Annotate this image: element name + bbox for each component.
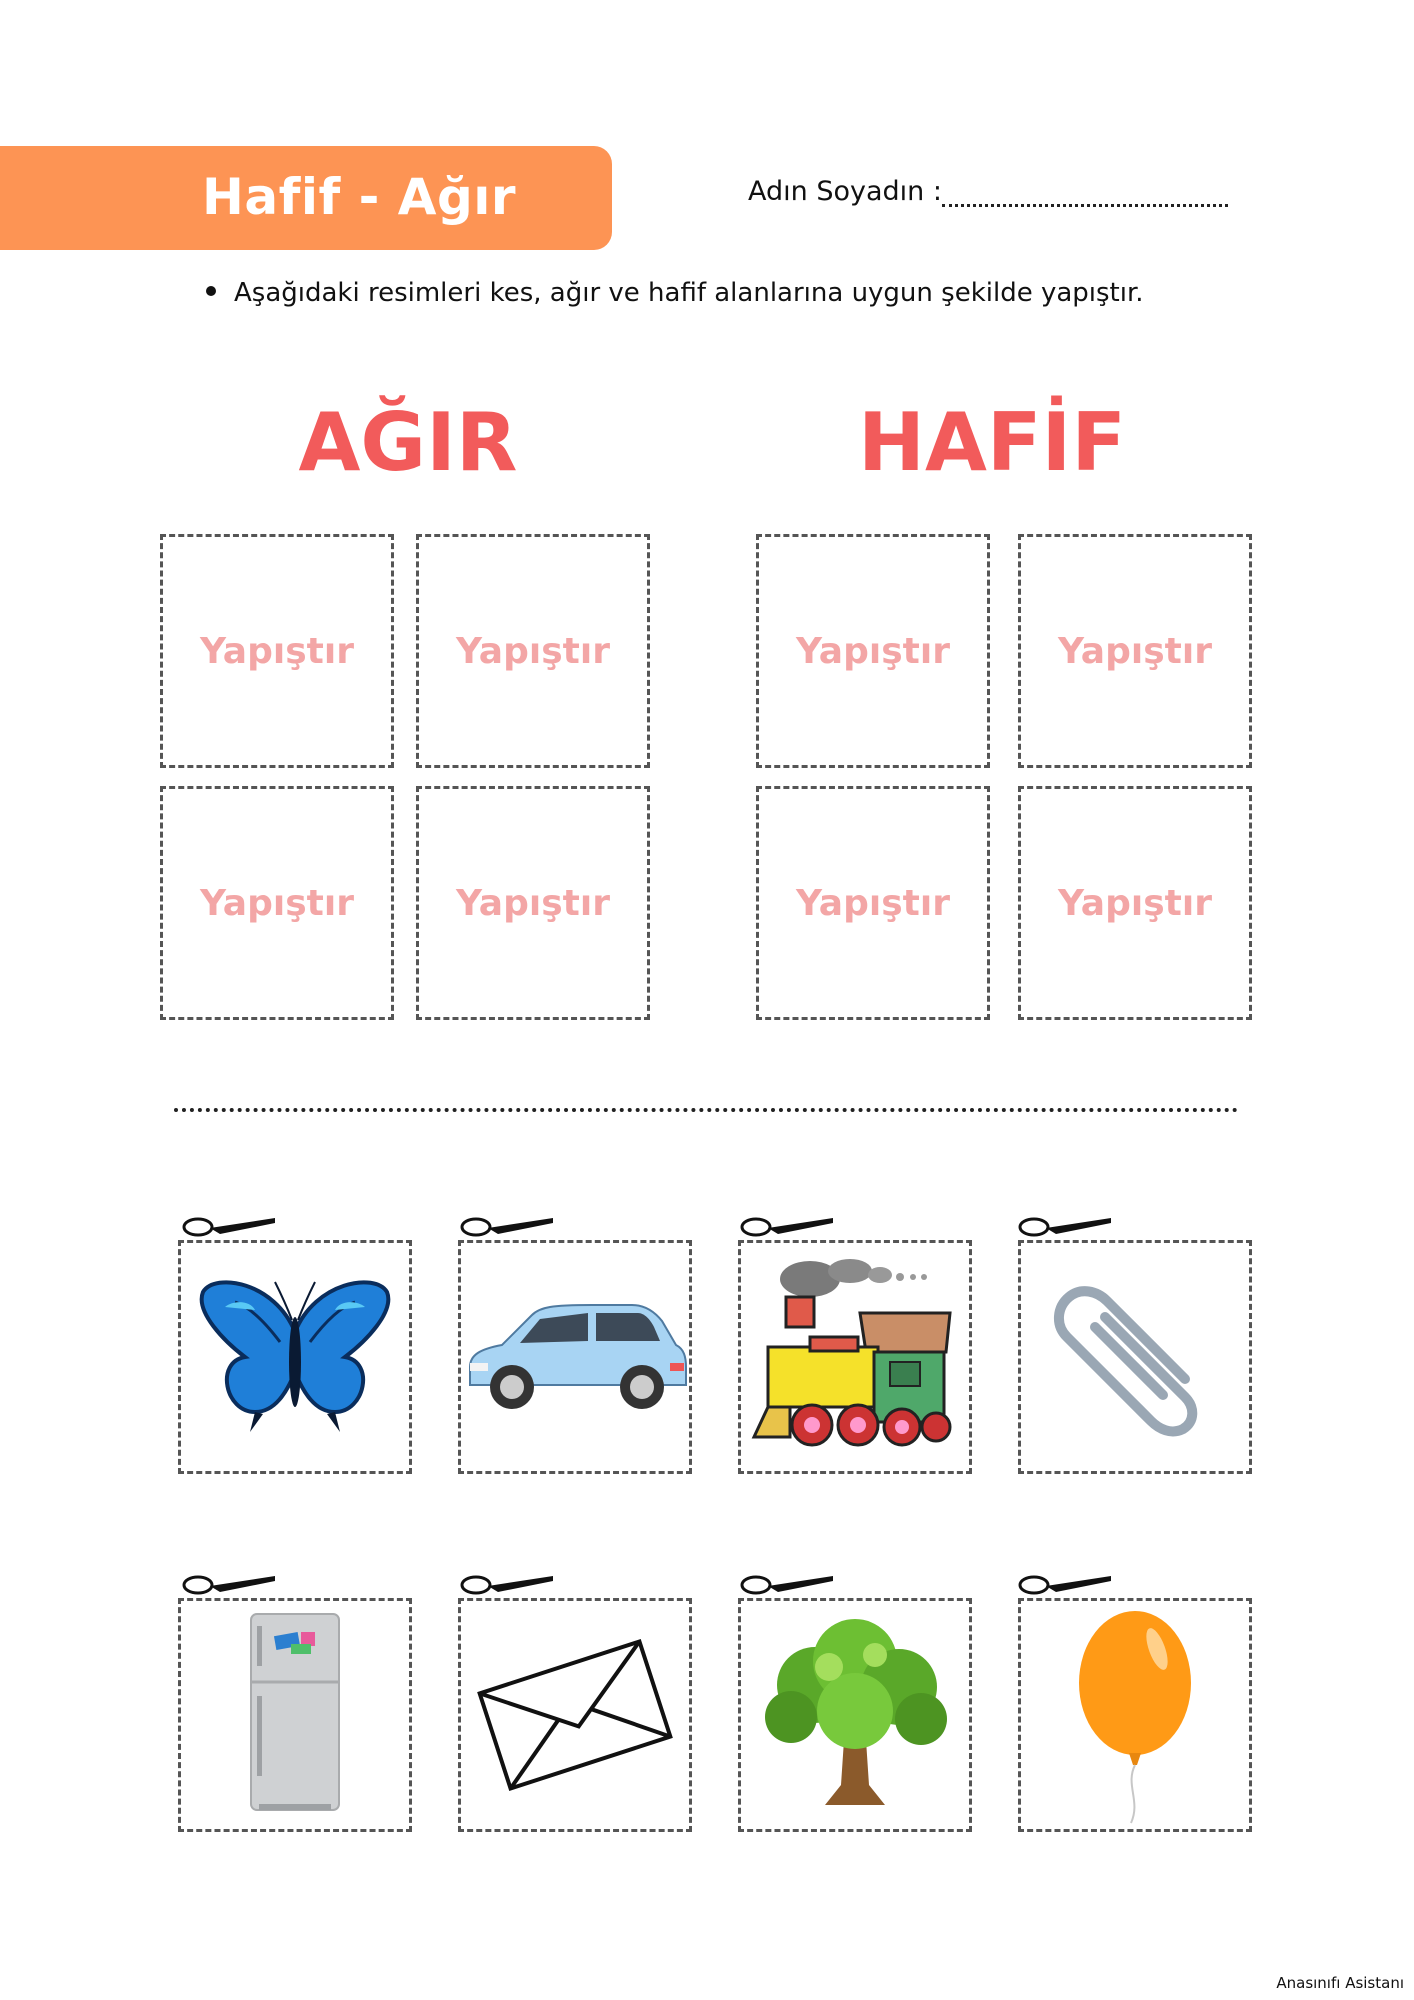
bullet-icon <box>206 286 216 296</box>
paste-label: Yapıştır <box>1058 630 1212 672</box>
cut-separator-line <box>174 1108 1238 1112</box>
car-card[interactable] <box>458 1240 692 1474</box>
car-icon <box>462 1297 688 1417</box>
heavy-paste-box[interactable] <box>416 534 650 768</box>
light-heading: HAFİF <box>858 396 1126 489</box>
butterfly-icon <box>195 1262 395 1452</box>
heavy-paste-box[interactable] <box>160 534 394 768</box>
paste-label: Yapıştır <box>1058 882 1212 924</box>
light-paste-box[interactable] <box>1018 534 1252 768</box>
refrigerator-card[interactable] <box>178 1598 412 1832</box>
instruction <box>206 278 1144 308</box>
heavy-paste-box[interactable] <box>416 786 650 1020</box>
envelope-icon <box>475 1635 675 1795</box>
butterfly-card[interactable] <box>178 1240 412 1474</box>
name-field-line[interactable] <box>942 204 1228 207</box>
tree-icon <box>755 1615 955 1815</box>
balloon-card[interactable] <box>1018 1598 1252 1832</box>
page-title: Hafif - Ağır <box>202 168 517 226</box>
light-paste-box[interactable] <box>756 786 990 1020</box>
paperclip-icon <box>1045 1277 1225 1437</box>
paste-label: Yapıştır <box>456 630 610 672</box>
light-paste-box[interactable] <box>1018 786 1252 1020</box>
train-card[interactable] <box>738 1240 972 1474</box>
instruction-text: Aşağıdaki resimleri kes, ağır ve hafif alanlarına uygun şekilde yapıştır. <box>234 278 1144 308</box>
balloon-icon <box>1075 1605 1195 1825</box>
envelope-card[interactable] <box>458 1598 692 1832</box>
train-icon <box>750 1257 960 1457</box>
paperclip-card[interactable] <box>1018 1240 1252 1474</box>
light-paste-box[interactable] <box>756 534 990 768</box>
heavy-paste-box[interactable] <box>160 786 394 1020</box>
footer-brand: Anasınıfı Asistanı <box>1276 1974 1404 1992</box>
paste-label: Yapıştır <box>796 630 950 672</box>
name-label: Adın Soyadın : <box>748 176 942 207</box>
heavy-heading: AĞIR <box>298 396 518 489</box>
paste-label: Yapıştır <box>200 882 354 924</box>
paste-label: Yapıştır <box>796 882 950 924</box>
paste-label: Yapıştır <box>200 630 354 672</box>
refrigerator-icon <box>247 1612 343 1818</box>
tree-card[interactable] <box>738 1598 972 1832</box>
paste-label: Yapıştır <box>456 882 610 924</box>
